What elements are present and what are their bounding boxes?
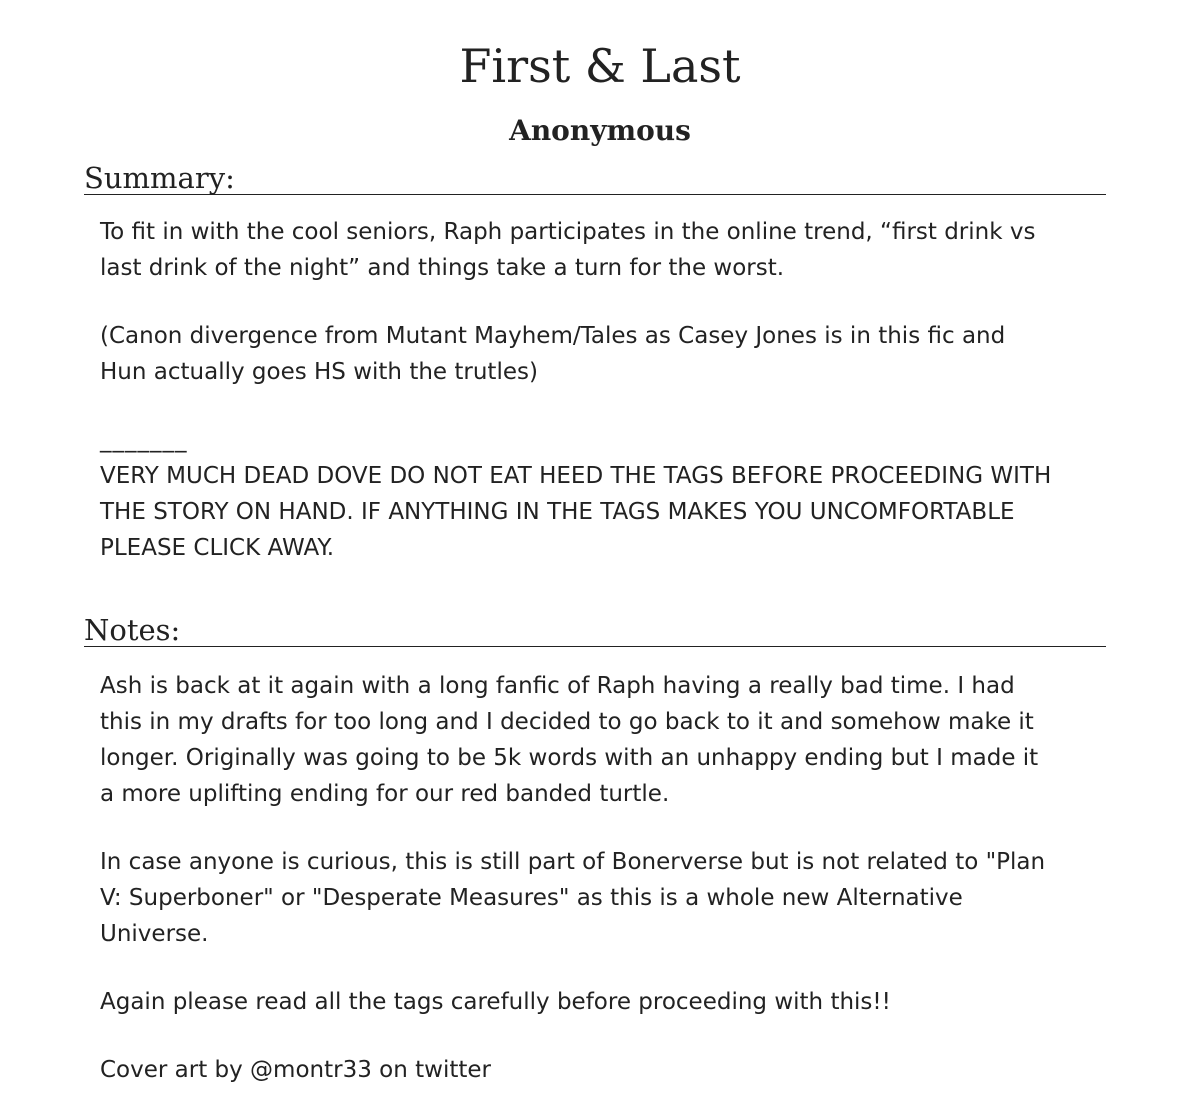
work-author: Anonymous — [509, 114, 691, 147]
notes-block — [100, 668, 1100, 1088]
summary-warning: VERY MUCH DEAD DOVE DO NOT EAT HEED THE TAGS BEFORE PROCEEDING WITH THE STORY ON HAND. IF ANYTHING IN THE TAGS MAKES YOU UNCOMFORTABLE PLEASE CLICK AWAY. — [100, 463, 1052, 561]
notes-heading: Notes: — [84, 614, 1106, 647]
summary-paragraph: To fit in with the cool seniors, Raph participates in the online trend, “first drink vs last drink of the night” and things take a turn for the worst. — [100, 219, 1036, 281]
notes-paragraph: Again please read all the tags carefully before proceeding with this!! — [100, 989, 891, 1015]
summary-divider: _______ — [100, 427, 188, 453]
work-title: First & Last — [459, 39, 741, 93]
notes-paragraph: In case anyone is curious, this is still part of Bonerverse but is not related to "Plan V: Superboner" or "Desperate Measures" as this is a whole new Alternative Universe. — [100, 849, 1046, 947]
notes-credit: Cover art by @montr33 on twitter — [100, 1057, 491, 1083]
summary-block — [100, 214, 1100, 566]
summary-paragraph: (Canon divergence from Mutant Mayhem/Tales as Casey Jones is in this fic and Hun actually goes HS with the trutles) — [100, 323, 1006, 385]
summary-heading: Summary: — [84, 162, 1106, 195]
notes-paragraph: Ash is back at it again with a long fanfic of Raph having a really bad time. I had this in my drafts for too long and I decided to go back to it and somehow make it longer. Originally was going to be 5k words with an unhappy ending but I made it a more uplifting ending for our red banded turtle. — [100, 673, 1039, 807]
